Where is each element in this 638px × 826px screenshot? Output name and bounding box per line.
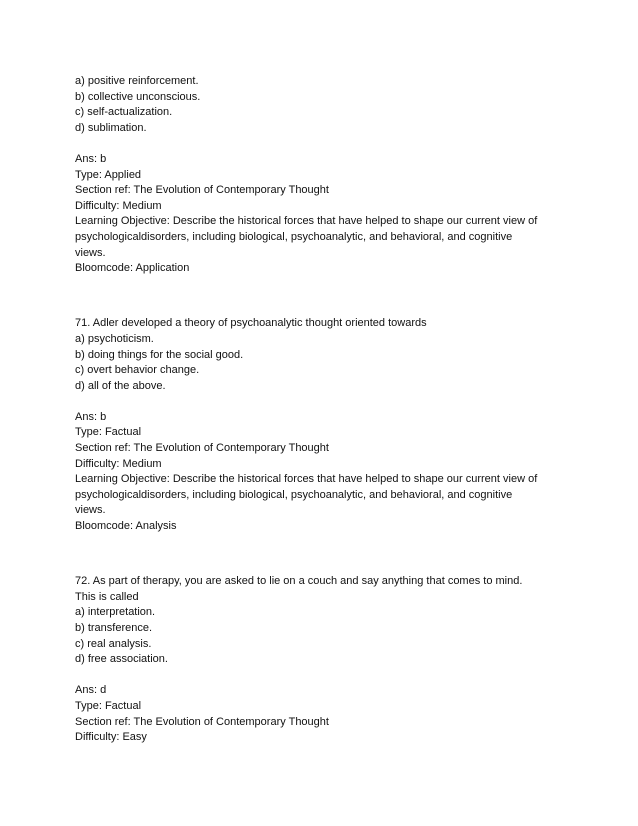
option-d: d) all of the above. xyxy=(75,379,166,392)
learning-objective-line-1: Learning Objective: Describe the historical forces that have helped to shape our current view of xyxy=(75,215,538,228)
option-d: d) free association. xyxy=(75,653,168,666)
option-a: a) psychoticism. xyxy=(75,332,154,345)
learning-objective-line-2: psychologicaldisorders, including biological, psychoanalytic, and behavioral, and cognitive xyxy=(75,230,513,243)
answer: Ans: b xyxy=(75,410,107,423)
answer: Ans: b xyxy=(75,152,107,165)
question-text: 71. Adler developed a theory of psychoanalytic thought oriented towards xyxy=(75,317,427,330)
learning-objective-line-2: psychologicaldisorders, including biological, psychoanalytic, and behavioral, and cognitive xyxy=(75,488,513,501)
option-b: b) collective unconscious. xyxy=(75,90,201,103)
option-d: d) sublimation. xyxy=(75,121,147,134)
difficulty: Difficulty: Easy xyxy=(75,731,147,744)
question-text-line-2: This is called xyxy=(75,590,139,603)
bloomcode: Bloomcode: Application xyxy=(75,262,190,275)
answer: Ans: d xyxy=(75,684,107,697)
difficulty: Difficulty: Medium xyxy=(75,457,162,470)
learning-objective-line-3: views. xyxy=(75,504,106,517)
section-ref: Section ref: The Evolution of Contemporary Thought xyxy=(75,442,329,455)
option-a: a) interpretation. xyxy=(75,606,156,619)
document-page xyxy=(75,74,575,746)
question-type: Type: Factual xyxy=(75,699,142,712)
section-ref: Section ref: The Evolution of Contemporary Thought xyxy=(75,715,329,728)
difficulty: Difficulty: Medium xyxy=(75,199,162,212)
bloomcode: Bloomcode: Analysis xyxy=(75,520,177,533)
question-block-71 xyxy=(75,316,575,534)
option-c: c) self-actualization. xyxy=(75,106,173,119)
question-text-line-1: 72. As part of therapy, you are asked to lie on a couch and say anything that comes to mind. xyxy=(75,575,523,588)
learning-objective-line-1: Learning Objective: Describe the historical forces that have helped to shape our current view of xyxy=(75,473,538,486)
question-type: Type: Factual xyxy=(75,426,142,439)
option-a: a) positive reinforcement. xyxy=(75,75,199,87)
option-c: c) overt behavior change. xyxy=(75,364,200,377)
option-b: b) doing things for the social good. xyxy=(75,348,244,361)
option-b: b) transference. xyxy=(75,622,153,634)
question-type: Type: Applied xyxy=(75,168,142,181)
question-block-72 xyxy=(75,574,575,746)
question-block-prev xyxy=(75,74,575,277)
learning-objective-line-3: views. xyxy=(75,246,106,259)
section-ref: Section ref: The Evolution of Contemporary Thought xyxy=(75,184,329,197)
option-c: c) real analysis. xyxy=(75,637,152,650)
